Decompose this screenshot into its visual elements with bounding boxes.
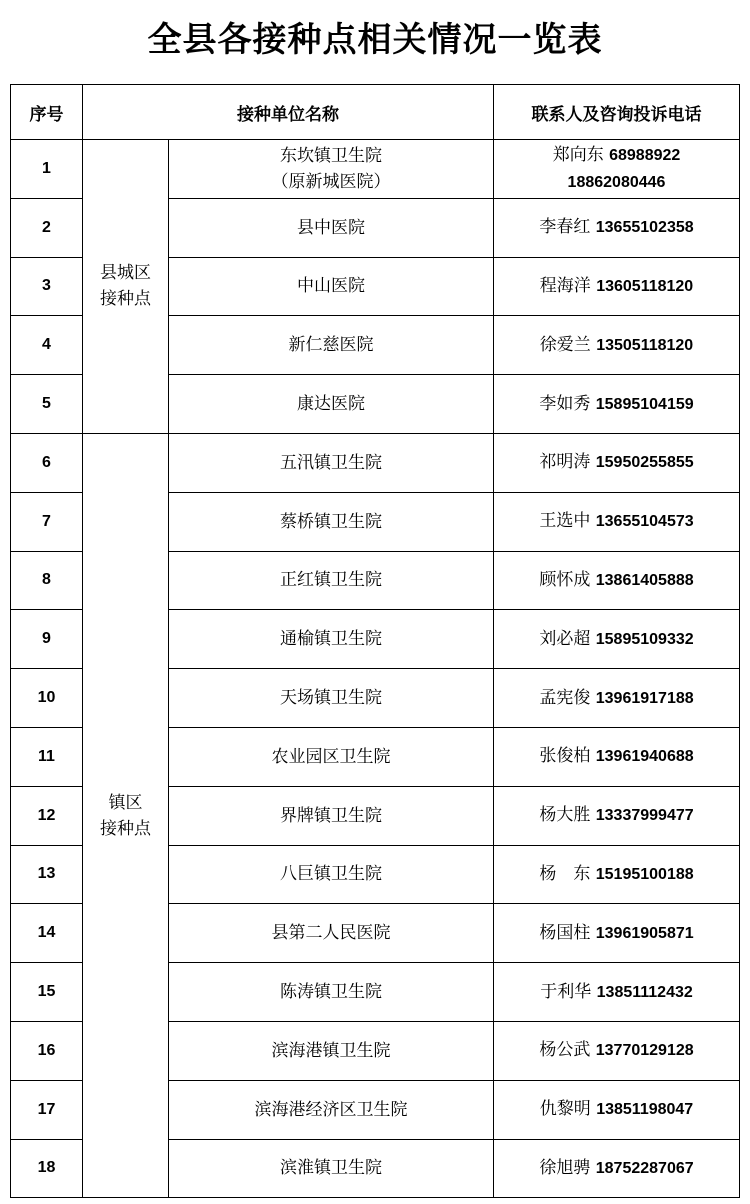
contact-name: 徐旭骋 (539, 1157, 591, 1178)
vaccination-sites-table (10, 84, 740, 1198)
contact-phone: 13961917188 (595, 689, 694, 707)
group-label-county (83, 140, 169, 434)
contact-name: 王选中 (539, 511, 591, 532)
row-number: 13 (11, 845, 83, 904)
contact-cell (494, 963, 740, 1022)
contact-name: 于利华 (540, 981, 592, 1002)
unit-name-line2: （原新城医院） (271, 171, 391, 192)
header-unit: 接种单位名称 (83, 85, 494, 140)
row-number: 7 (11, 492, 83, 551)
contact-phone: 68988922 (609, 146, 681, 164)
unit-name: 县第二人民医院 (169, 904, 494, 963)
row-number: 12 (11, 786, 83, 845)
contact-name: 杨公武 (539, 1040, 591, 1061)
header-contact: 联系人及咨询投诉电话 (494, 85, 740, 140)
contact-phone: 15895104159 (595, 395, 694, 413)
unit-name: 新仁慈医院 (169, 316, 494, 375)
contact-phone: 13337999477 (595, 807, 694, 825)
row-number: 6 (11, 433, 83, 492)
unit-name: 滨海港经济区卫生院 (169, 1080, 494, 1139)
contact-phone: 15950255855 (595, 454, 694, 472)
contact-cell (494, 257, 740, 316)
row-number: 3 (11, 257, 83, 316)
row-number: 8 (11, 551, 83, 610)
contact-name: 顾怀成 (539, 569, 591, 590)
row-number: 9 (11, 610, 83, 669)
contact-name: 程海洋 (539, 275, 591, 296)
table-header-row (11, 85, 740, 140)
unit-name (169, 140, 494, 199)
row-number: 17 (11, 1080, 83, 1139)
unit-name: 中山医院 (169, 257, 494, 316)
contact-phone: 18752287067 (595, 1159, 694, 1177)
contact-name: 李如秀 (539, 393, 591, 414)
contact-cell (494, 1021, 740, 1080)
unit-name: 县中医院 (169, 198, 494, 257)
group-label-line1: 镇区 (108, 792, 143, 813)
table-row (11, 433, 740, 492)
contact-phone: 13851198047 (596, 1101, 694, 1119)
row-number: 4 (11, 316, 83, 375)
unit-name: 正红镇卫生院 (169, 551, 494, 610)
contact-cell (494, 1080, 740, 1139)
contact-phone: 13505118120 (596, 336, 694, 354)
unit-name-line1: 东坎镇卫生院 (280, 145, 382, 166)
contact-cell (494, 904, 740, 963)
contact-phone: 15195100188 (595, 865, 694, 883)
contact-cell (494, 669, 740, 728)
group-label-line2: 接种点 (100, 289, 151, 310)
unit-name: 蔡桥镇卫生院 (169, 492, 494, 551)
contact-name: 祁明涛 (539, 452, 591, 473)
contact-phone: 13655104573 (595, 513, 694, 531)
contact-phone: 15895109332 (595, 630, 694, 648)
unit-name: 通榆镇卫生院 (169, 610, 494, 669)
unit-name: 滨海港镇卫生院 (169, 1021, 494, 1080)
contact-name: 刘必超 (539, 628, 591, 649)
contact-name: 杨大胜 (539, 805, 591, 826)
row-number: 5 (11, 375, 83, 434)
header-seq: 序号 (11, 85, 83, 140)
unit-name: 天场镇卫生院 (169, 669, 494, 728)
contact-cell (494, 433, 740, 492)
unit-name: 八巨镇卫生院 (169, 845, 494, 904)
contact-cell (494, 492, 740, 551)
contact-name: 孟宪俊 (539, 687, 591, 708)
contact-name: 仇黎明 (539, 1099, 591, 1120)
row-number: 16 (11, 1021, 83, 1080)
group-label-town (83, 433, 169, 1197)
unit-name: 界牌镇卫生院 (169, 786, 494, 845)
unit-name: 滨淮镇卫生院 (169, 1139, 494, 1198)
unit-name: 五汛镇卫生院 (169, 433, 494, 492)
table-row (11, 140, 740, 199)
contact-name: 李春红 (539, 217, 591, 238)
row-number: 2 (11, 198, 83, 257)
contact-phone: 13961905871 (595, 924, 694, 942)
contact-cell (494, 845, 740, 904)
contact-phone: 13961940688 (595, 748, 694, 766)
contact-name: 杨国柱 (539, 922, 591, 943)
contact-cell (494, 1139, 740, 1198)
contact-cell (494, 786, 740, 845)
contact-name: 杨 东 (539, 863, 591, 884)
group-label-line1: 县城区 (100, 263, 151, 284)
row-number: 14 (11, 904, 83, 963)
row-number: 11 (11, 727, 83, 786)
row-number: 18 (11, 1139, 83, 1198)
unit-name: 陈涛镇卫生院 (169, 963, 494, 1022)
contact-cell (494, 140, 740, 199)
row-number: 1 (11, 140, 83, 199)
contact-cell (494, 610, 740, 669)
contact-name: 徐爱兰 (539, 334, 591, 355)
contact-cell (494, 727, 740, 786)
contact-cell (494, 551, 740, 610)
contact-name: 张俊柏 (539, 746, 591, 767)
contact-phone-secondary: 18862080446 (567, 173, 666, 191)
contact-phone: 13851112432 (596, 983, 693, 1001)
contact-name: 郑向东 (552, 144, 604, 165)
contact-phone: 13605118120 (596, 277, 694, 295)
contact-phone: 13655102358 (595, 219, 694, 237)
contact-cell (494, 375, 740, 434)
row-number: 10 (11, 669, 83, 728)
contact-cell (494, 316, 740, 375)
group-label-line2: 接种点 (100, 818, 151, 839)
unit-name: 康达医院 (169, 375, 494, 434)
page-title: 全县各接种点相关情况一览表 (147, 20, 603, 60)
contact-phone: 13861405888 (595, 571, 694, 589)
contact-cell (494, 198, 740, 257)
row-number: 15 (11, 963, 83, 1022)
unit-name: 农业园区卫生院 (169, 727, 494, 786)
contact-phone: 13770129128 (595, 1042, 694, 1060)
